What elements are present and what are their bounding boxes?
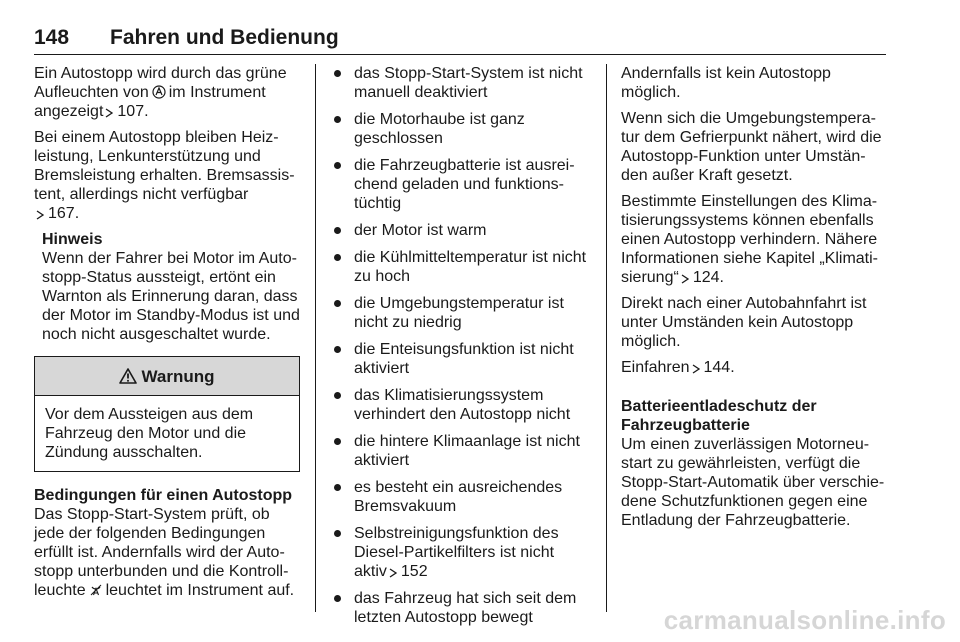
bullet-icon [334, 438, 341, 445]
page-reference-icon [105, 106, 113, 116]
list-item: die hintere Klimaanlage ist nicht aktiviert [330, 432, 592, 470]
list-item: der Motor ist warm [330, 221, 592, 240]
warning-triangle-icon [119, 368, 137, 384]
column-2 [330, 64, 592, 635]
warning-header [35, 357, 299, 396]
bullet-icon [334, 595, 341, 602]
list-item: es besteht ein ausreichendes Bremsvakuum [330, 478, 592, 516]
paragraph: Bei einem Autostopp bleiben Heiz- leistung, Lenkunterstützung und Bremsleistung erhalten. Bremsassis- tent, allerdings nicht verfügbar 167. [34, 129, 295, 222]
column-divider [606, 64, 607, 612]
bullet-icon [334, 530, 341, 537]
column-3 [621, 64, 889, 537]
note-title: Hinweis [42, 231, 103, 248]
page-reference-icon [389, 566, 397, 576]
section-heading: Batterieentladeschutz der [621, 398, 817, 415]
section-heading: Fahrzeugbatterie [621, 417, 750, 434]
page-reference-icon [36, 208, 44, 218]
bullet-icon [334, 254, 341, 261]
paragraph: Andernfalls ist kein Autostopp möglich. [621, 65, 831, 101]
paragraph: Bestimmte Einstellungen des Klima- tisierungssystems können ebenfalls einen Autostopp verhindern. Nähere Informationen siehe Kapitel „Klimati- sierung“ 124. [621, 193, 879, 286]
paragraph: Direkt nach einer Autobahnfahrt ist unter Umständen kein Autostopp möglich. [621, 295, 867, 350]
list-item: die Fahrzeugbatterie ist ausrei- chend geladen und funktions- tüchtig [330, 156, 592, 213]
warning-box [34, 356, 300, 472]
bullet-icon [334, 116, 341, 123]
page-header [34, 26, 886, 55]
autostop-off-indicator-icon [89, 583, 103, 597]
column-1 [34, 64, 300, 607]
bullet-icon [334, 346, 341, 353]
paragraph: Ein Autostopp wird durch das grüne Aufleuchten von im Instrument angezeigt 107. [34, 65, 287, 120]
battery-section: Batterieentladeschutz der Fahrzeugbatterie Um einen zuverlässigen Motorneu- start zu gewährleisten, verfügt die Stopp-Start-Automatik über verschie- dene Schutzfunktionen gegen eine Entladung der Fahrzeugbatterie. [621, 397, 889, 530]
list-item: die Motorhaube ist ganz geschlossen [330, 110, 592, 148]
bullet-icon [334, 162, 341, 169]
bullet-icon [334, 392, 341, 399]
page-reference-icon [681, 272, 689, 282]
paragraph: Wenn sich die Umgebungstempera- tur dem Gefrierpunkt nähert, wird die Autostopp-Funktion unter Umstän- den außer Kraft gesetzt. [621, 110, 882, 184]
watermark: carmanualsonline.info [663, 605, 946, 635]
autostop-indicator-icon [152, 85, 166, 99]
page-reference-icon [692, 362, 700, 372]
list-item: die Kühlmitteltemperatur ist nicht zu hoch [330, 248, 592, 286]
column-divider [315, 64, 316, 612]
warning-label: Warnung [141, 366, 215, 386]
bullet-icon [334, 227, 341, 234]
page-number: 148 [34, 26, 70, 49]
list-item: die Umgebungstemperatur ist nicht zu niedrig [330, 294, 592, 332]
list-item: das Stopp-Start-System ist nicht manuell deaktiviert [330, 64, 592, 102]
conditions-section: Bedingungen für einen Autostopp Das Stopp-Start-System prüft, ob jede der folgenden Bedingungen erfüllt ist. Andernfalls wird der Auto- stopp unterbunden und die Kontroll- leuchte leuchtet im Instrument auf. [34, 486, 300, 600]
section-heading: Bedingungen für einen Autostopp [34, 487, 293, 504]
bullet-icon [334, 300, 341, 307]
list-item: die Enteisungsfunktion ist nicht aktiviert [330, 340, 592, 378]
conditions-list [330, 64, 592, 627]
running-title: Fahren und Bedienung [110, 26, 339, 49]
list-item: Selbstreinigungsfunktion des Diesel-Partikelfilters ist nicht aktiv 152 [330, 524, 592, 581]
paragraph: Einfahren 144. [621, 359, 735, 376]
warning-text: Vor dem Aussteigen aus dem Fahrzeug den Motor und die Zündung ausschalten. [45, 406, 254, 461]
list-item: das Fahrzeug hat sich seit dem letzten Autostopp bewegt [330, 589, 592, 627]
note-block: Hinweis Wenn der Fahrer bei Motor im Auto- stopp-Status aussteigt, ertönt ein Warnton als Erinnerung daran, dass der Motor im Standby-Modus ist und noch nicht ausgeschaltet wurde. [42, 231, 300, 343]
list-item: das Klimatisierungssystem verhindert den Autostopp nicht [330, 386, 592, 424]
bullet-icon [334, 484, 341, 491]
bullet-icon [334, 70, 341, 77]
